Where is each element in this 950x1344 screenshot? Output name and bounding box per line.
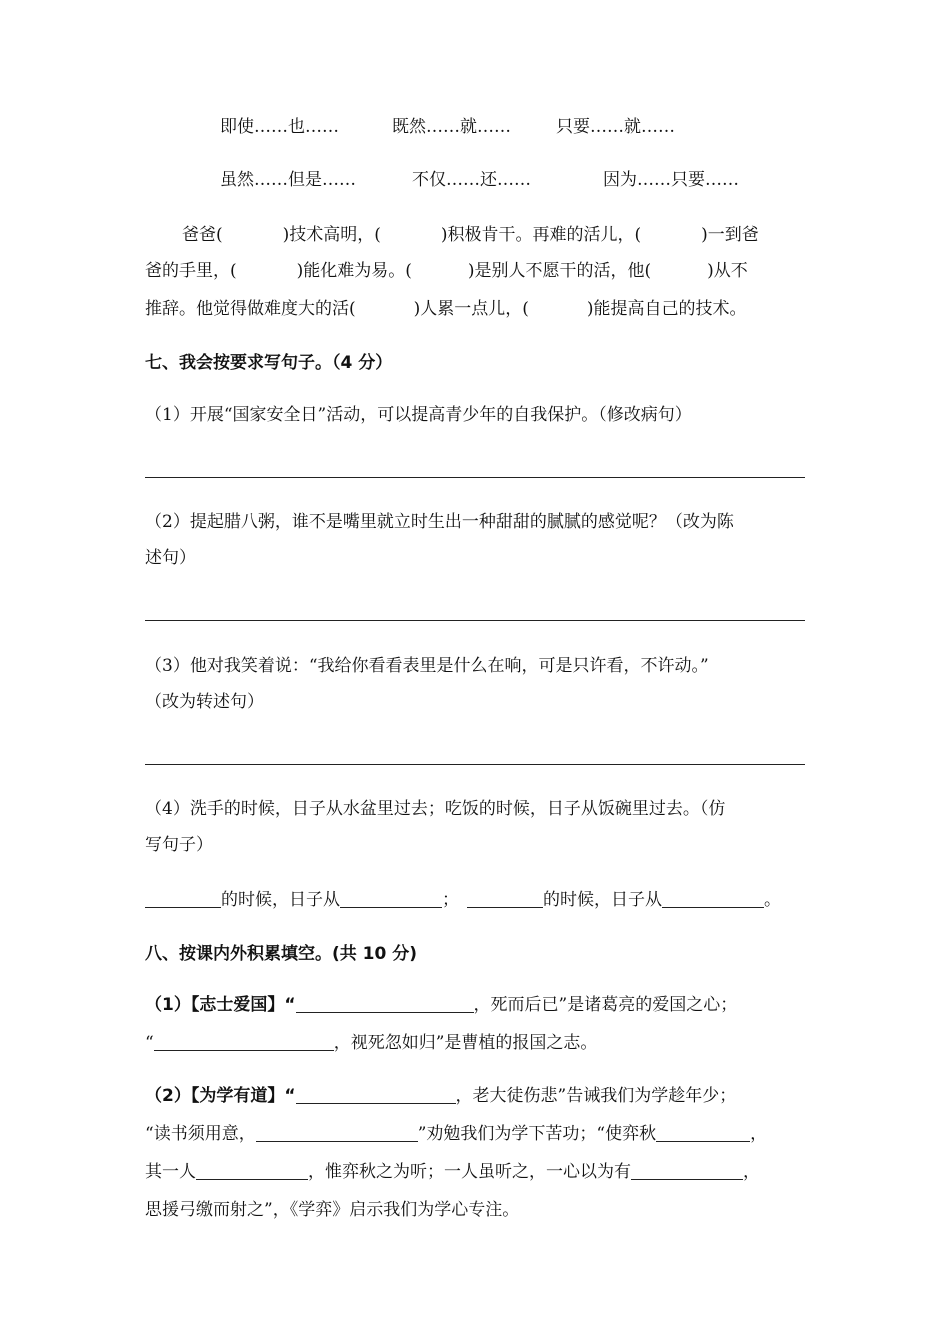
passage-text: 爸爸( — [182, 225, 223, 245]
fill-line — [145, 1160, 760, 1184]
answer-blank[interactable] — [340, 889, 442, 908]
conjunction-option: 虽然……但是…… — [220, 170, 356, 190]
answer-blank[interactable] — [467, 889, 543, 908]
section-7-heading: 七、我会按要求写句子。（4 分） — [145, 353, 393, 373]
question-4-cont: 写句子） — [145, 835, 213, 855]
fill-text: ， — [743, 1162, 760, 1182]
template-text: 。 — [764, 890, 781, 910]
passage-text: 推辞。他觉得做难度大的活( — [145, 299, 356, 319]
answer-blank[interactable] — [296, 994, 474, 1013]
conjunction-option: 因为……只要…… — [603, 170, 739, 190]
fill-text: （2）【为学有道】“ — [145, 1086, 296, 1106]
fill-text: ，死而后已”是诸葛亮的爱国之心； — [473, 995, 738, 1015]
fill-text: “读书须用意， — [145, 1124, 256, 1144]
answer-line[interactable] — [145, 477, 805, 478]
passage-text: )从不 — [707, 261, 748, 281]
answer-blank[interactable] — [154, 1032, 334, 1051]
passage-text: 爸的手里，( — [145, 261, 237, 281]
template-text: ； — [442, 890, 459, 910]
question-3: （3）他对我笑着说：“我给你看看表里是什么在响，可是只许看，不许动。” — [145, 656, 709, 676]
question-3-cont: （改为转述句） — [145, 692, 264, 712]
fill-line — [145, 1031, 597, 1055]
section-8-heading: 八、按课内外积累填空。(共 10 分) — [145, 944, 418, 964]
answer-blank[interactable] — [296, 1085, 456, 1104]
question-4: （4）洗手的时候，日子从水盆里过去；吃饭的时候，日子从饭碗里过去。（仿 — [145, 799, 726, 819]
answer-blank[interactable] — [656, 1123, 750, 1142]
answer-line[interactable] — [145, 620, 805, 621]
template-text: 的时候，日子从 — [221, 890, 340, 910]
conjunction-option: 既然……就…… — [392, 117, 511, 137]
answer-blank[interactable] — [631, 1161, 743, 1180]
passage-line — [145, 259, 748, 283]
answer-blank[interactable] — [662, 889, 764, 908]
imitation-answer-line — [145, 888, 781, 912]
fill-line: 思援弓缴而射之”，《学弈》启示我们为学心专注。 — [145, 1200, 520, 1220]
passage-text: )能提高自己的技术。 — [586, 299, 747, 319]
question-2-cont: 述句） — [145, 548, 196, 568]
fill-text: （1）【志士爱国】“ — [145, 995, 296, 1015]
template-text: 的时候，日子从 — [543, 890, 662, 910]
fill-text: ”劝勉我们为学下苦功；“使弈秋 — [417, 1124, 657, 1144]
passage-text: )技术高明，( — [282, 225, 381, 245]
passage-text: )是别人不愿干的活，他( — [467, 261, 652, 281]
fill-text: ，老大徒伤悲”告诫我们为学趁年少； — [455, 1086, 737, 1106]
conjunction-option: 即使……也…… — [220, 117, 339, 137]
passage-line — [145, 297, 747, 321]
fill-text: ， — [750, 1124, 768, 1144]
answer-line[interactable] — [145, 764, 805, 765]
fill-line — [145, 993, 737, 1017]
passage-text: )能化难为易。( — [296, 261, 412, 281]
question-2: （2）提起腊八粥，谁不是嘴里就立时生出一种甜甜的腻腻的感觉呢？（改为陈 — [145, 512, 734, 532]
answer-blank[interactable] — [196, 1161, 308, 1180]
fill-text: 其一人 — [145, 1162, 196, 1182]
fill-line — [145, 1122, 767, 1146]
passage-text: )积极肯干。再难的活儿，( — [440, 225, 642, 245]
fill-text: ，惟弈秋之为听；一人虽听之，一心以为有 — [308, 1162, 631, 1182]
question-1: （1）开展“国家安全日”活动，可以提高青少年的自我保护。（修改病句） — [145, 405, 692, 425]
passage-text: )一到爸 — [701, 225, 759, 245]
answer-blank[interactable] — [256, 1123, 418, 1142]
passage-line — [182, 223, 759, 247]
fill-line — [145, 1084, 736, 1108]
conjunction-option: 只要……就…… — [556, 117, 675, 137]
answer-blank[interactable] — [145, 889, 221, 908]
fill-text: ，视死忽如归”是曹植的报国之志。 — [333, 1033, 598, 1053]
conjunction-option: 不仅……还…… — [412, 170, 531, 190]
passage-text: )人累一点儿，( — [413, 299, 529, 319]
fill-text: “ — [145, 1033, 154, 1053]
